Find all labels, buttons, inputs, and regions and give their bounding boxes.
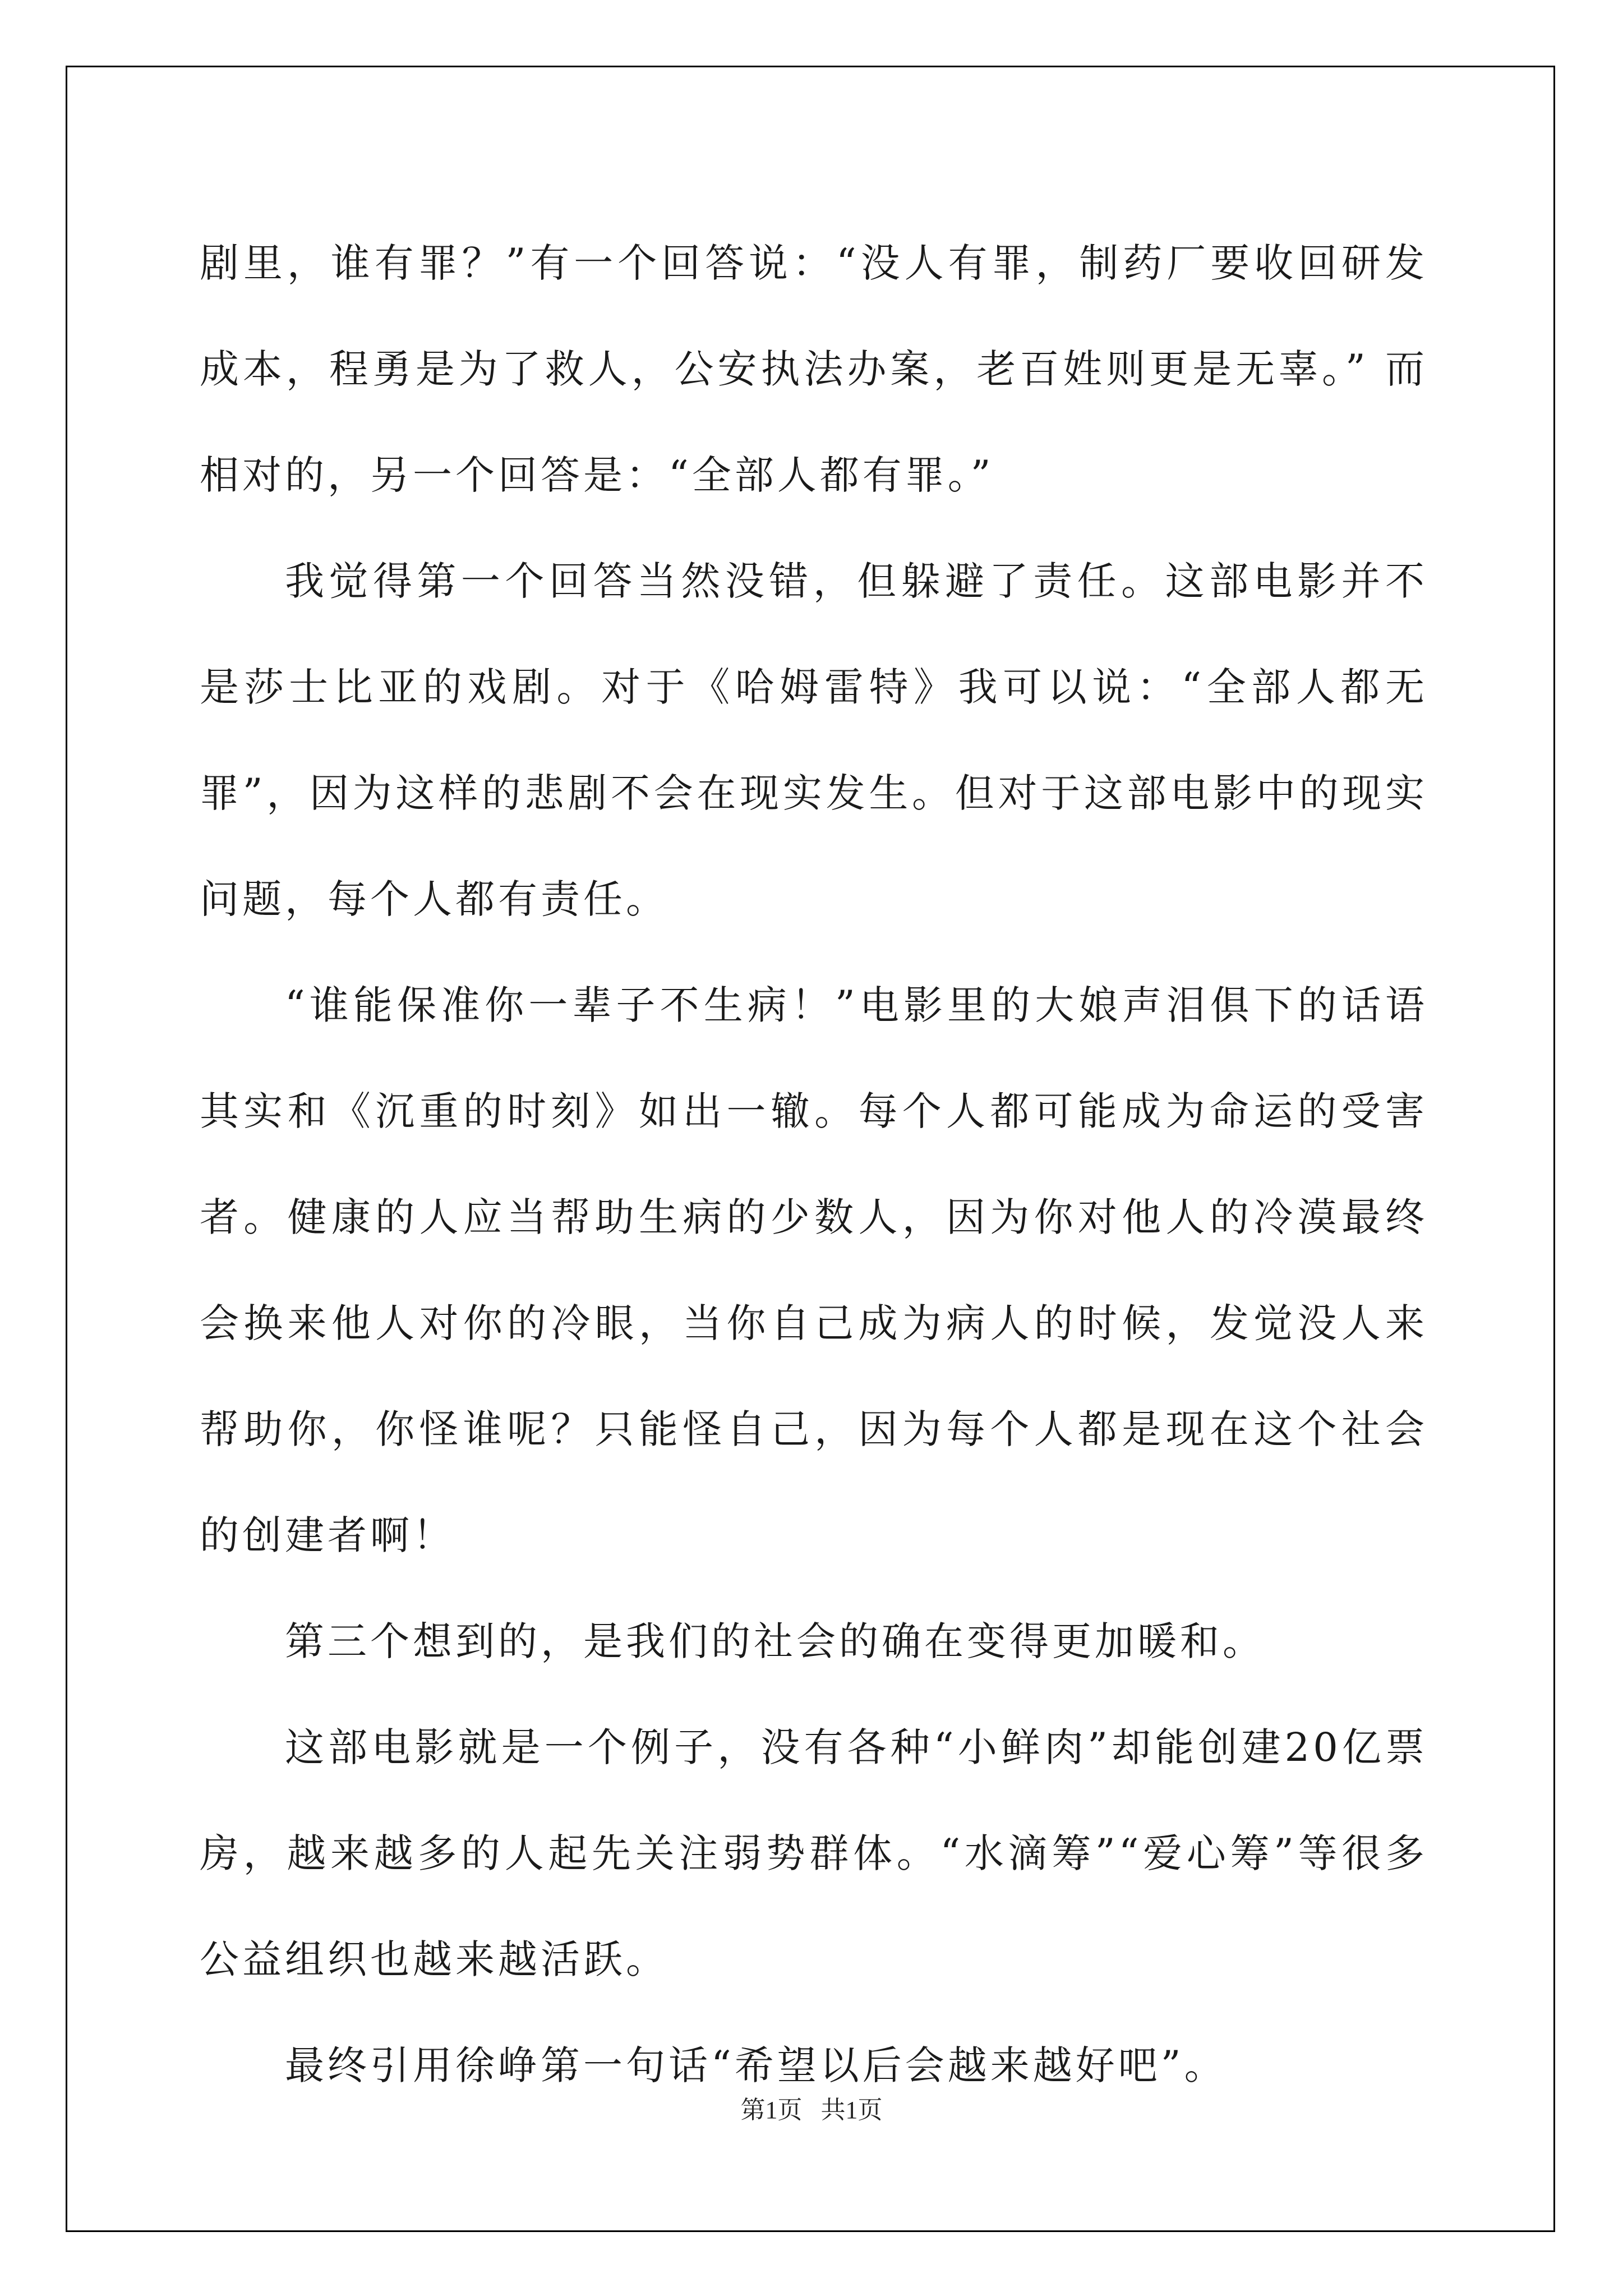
- paragraph: 第三个想到的，是我们的社会的确在变得更加暖和。: [285, 1618, 1265, 1664]
- page-number-footer: 第1页 共1页: [740, 2096, 883, 2124]
- paragraph: 最终引用徐峥第一句话“希望以后会越来越好吧”。: [285, 2042, 1227, 2088]
- document-body: [200, 210, 1428, 2119]
- paragraph: “谁能保准你一辈子不生病！”电影里的大娘声泪俱下的话语其实和《沉重的时刻》如出一辙。每个人都可能成为命运的受害者。健康的人应当帮助生病的少数人，因为你对他人的冷漠最终会换来他人对你的冷眼，当你自己成为病人的时候，发觉没人来帮助你，你怪谁呢？只能怪自己，因为每个人都是现在这个社会的创建者啊！: [200, 982, 1428, 1558]
- paragraph: 这部电影就是一个例子，没有各种“小鲜肉”却能创建20亿票房，越来越多的人起先关注弱势群体。“水滴筹”“爱心筹”等很多公益组织也越来越活跃。: [200, 1724, 1428, 1982]
- paragraph: 我觉得第一个回答当然没错，但躲避了责任。这部电影并不是莎士比亚的戏剧。对于《哈姆雷特》我可以说：“全部人都无罪”，因为这样的悲剧不会在现实发生。但对于这部电影中的现实问题，每个人都有责任。: [200, 558, 1428, 922]
- paragraph-continued: 剧里，谁有罪？”有一个回答说：“没人有罪，制药厂要收回研发成本，程勇是为了救人，公安执法办案，老百姓则更是无辜。” 而相对的，另一个回答是：“全部人都有罪。”: [200, 240, 1428, 498]
